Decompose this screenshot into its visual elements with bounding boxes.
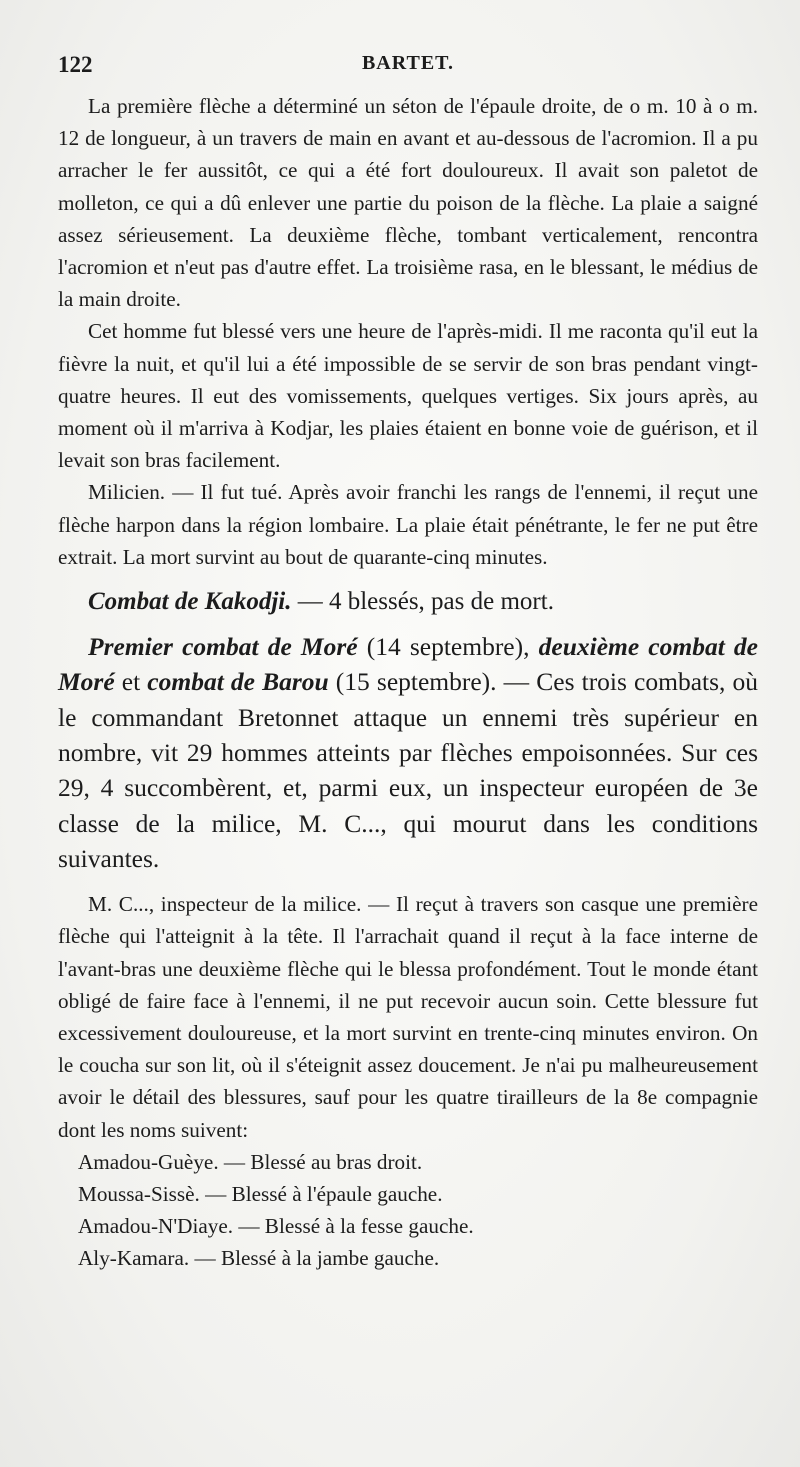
more-text-1: (14 septembre), — [357, 632, 539, 662]
casualty-item: Moussa-Sissè. — Blessé à l'épaule gauche. — [78, 1181, 443, 1206]
more-text-3: (15 septembre). — Ces trois combats, où le commandant Bretonnet attaque un ennemi très supérieur en nombre, vit 29 hommes atteints par flèches empoisonnées. Sur ces 29, 4 succombèrent, et, parmi eux, un inspecteur européen de 3e classe de la milice, M. C..., qui mourut dans les conditions suivantes. — [58, 667, 759, 873]
paragraph-inspecteur: M. C..., inspecteur de la milice. — Il reçut à travers son casque une première flèche qui l'atteignit à la tête. Il l'arrachait quand il reçut à la face interne de l'avant-bras une deuxième flèche qui le blessa profondément. Tout le monde étant obligé de faire face à l'ennemi, il ne put recevoir aucun soin. Cette blessure fut excessivement douloureuse, et la mort survint en trente-cinq minutes environ. On le coucha sur son lit, où il s'éteignit assez doucement. Je n'ai pu malheureusement avoir le détail des blessures, sauf pour les quatre tirailleurs de la 8e compagnie dont les noms suivent: — [58, 892, 758, 1142]
body-text — [58, 90, 758, 1275]
paragraph-combat-kakodji — [58, 585, 758, 619]
more-title-2: deuxième combat de Moré — [58, 632, 758, 697]
casualty-list — [58, 1146, 758, 1275]
casualty-item: Amadou-N'Diaye. — Blessé à la fesse gauche. — [78, 1214, 474, 1239]
combat-kakodji-text: — 4 blessés, pas de mort. — [291, 588, 554, 616]
more-text-2: et — [114, 667, 148, 697]
paragraph-combats-more — [58, 629, 758, 876]
more-title-1: Premier combat de Moré — [88, 632, 358, 662]
paragraph-first-arrow: La première flèche a déterminé un séton de l'épaule droite, de o m. 10 à o m. 12 de longueur, à un travers de main en avant et au-dessous de l'acromion. Il a pu arracher le fer aussitôt, ce qui a été fort douloureux. Il avait son paletot de molleton, ce qui a dû enlever une partie du poison de la flèche. La plaie a saigné assez sérieusement. La deuxième flèche, tombant verticalement, rencontra l'acromion et n'eut pas d'autre effet. La troisième rasa, en le blessant, le médius de la main droite. — [58, 94, 758, 312]
page-number: 122 — [58, 52, 93, 77]
casualty-item: Amadou-Guèye. — Blessé au bras droit. — [78, 1149, 423, 1174]
more-title-3: combat de Barou — [147, 667, 329, 697]
paragraph-milicien: Milicien. — Il fut tué. Après avoir franchi les rangs de l'ennemi, il reçut une flèche harpon dans la région lombaire. La plaie était pénétrante, le fer ne put être extrait. La mort survint au bout de quarante-cinq minutes. — [58, 480, 758, 569]
combat-kakodji-title: Combat de Kakodji. — [88, 588, 292, 616]
paragraph-wounded-man: Cet homme fut blessé vers une heure de l'après-midi. Il me raconta qu'il eut la fièvre la nuit, et qu'il lui a été impossible de se servir de son bras pendant vingt-quatre heures. Il eut des vomissements, quelques vertiges. Six jours après, au moment où il m'arriva à Kodjar, les plaies étaient en bonne voie de guérison, et il levait son bras facilement. — [58, 319, 758, 473]
casualty-item: Aly-Kamara. — Blessé à la jambe gauche. — [78, 1246, 440, 1271]
running-head: BARTET. — [361, 52, 455, 74]
page-header — [58, 52, 758, 84]
